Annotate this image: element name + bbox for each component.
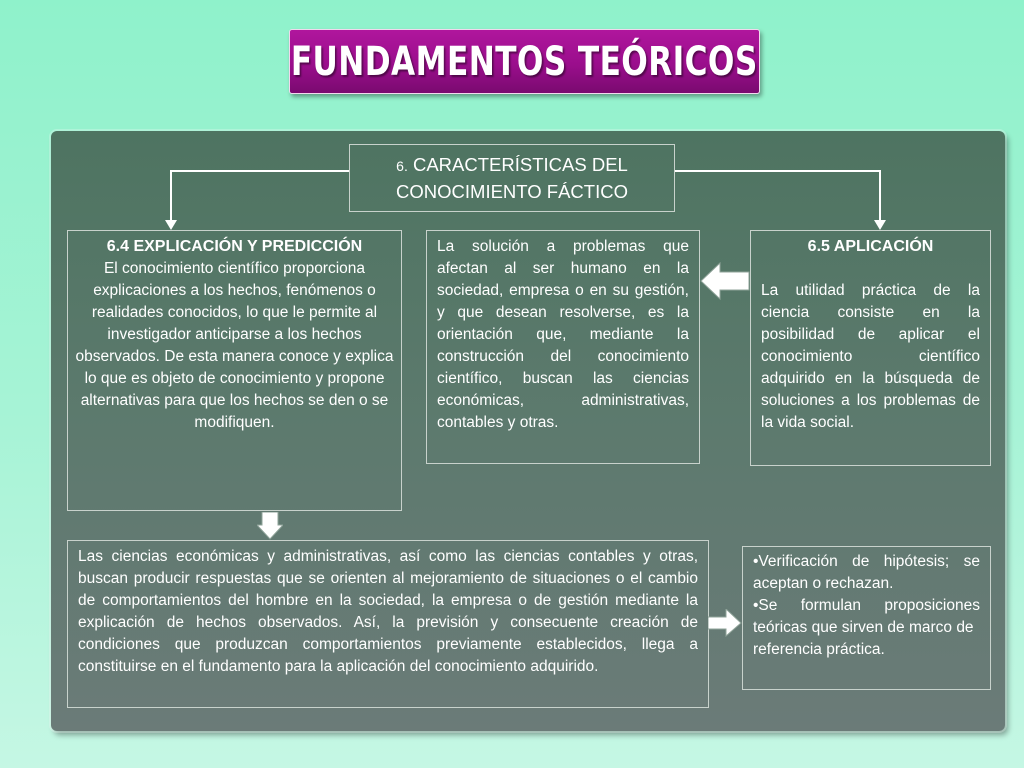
section-65-box — [750, 230, 991, 466]
connector-line-left-horizontal — [171, 170, 349, 172]
section-64-box — [67, 230, 402, 511]
bottom-text: Las ciencias económicas y administrativas, así como las ciencias contables y otras, buscan producir respuestas que se orienten al mejoramiento de situaciones o el cambio de comportamientos del hombre en la sociedad, la empresa o de gestión mediante la explicación de hechos observados. Así, la previsión y consecuente creación de condiciones que produzcan comportamientos previamente establecidos, llega a constituirse en el fundamento para la aplicación del conocimiento adquirido. — [78, 548, 698, 675]
bullet-item-verification: •Verificación de hipótesis; se aceptan o rechazan. — [753, 553, 980, 592]
header-box — [349, 144, 675, 212]
section-64-heading: 6.4 EXPLICACIÓN Y PREDICCIÓN — [106, 238, 363, 255]
connector-line-right-vertical — [879, 170, 881, 222]
section-65-heading: 6.5 APLICACIÓN — [807, 238, 934, 255]
page-title: FUNDAMENTOS TEÓRICOS — [291, 38, 758, 85]
connector-line-right-horizontal — [675, 170, 880, 172]
bullets-box — [742, 546, 991, 690]
connector-line-left-vertical — [170, 170, 172, 222]
bullet-item-propositions-continued: referencia práctica. — [753, 641, 885, 658]
section-64-body: El conocimiento científico proporciona explicaciones a los hechos, fenómenos o realidades conocidos, lo que le permite al investigador anticiparse a los hechos observados. De esta manera conoce y explica lo que es objeto de conocimiento y propone alternativas para que los hechos se den o se modifiquen. — [75, 260, 394, 431]
bottom-text-box — [67, 540, 709, 708]
header-title: CARACTERÍSTICAS DEL CONOCIMIENTO FÁCTICO — [396, 154, 628, 202]
bullet-item-propositions: •Se formulan proposiciones teóricas que sirven de marco de — [753, 597, 980, 636]
arrow-left-icon — [700, 262, 750, 300]
section-65-body: La utilidad práctica de la ciencia consiste en la posibilidad de aplicar el conocimiento científico adquirido en la búsqueda de soluciones a los problemas de la vida social. — [761, 282, 980, 431]
title-banner — [289, 29, 760, 94]
arrow-right-icon — [708, 609, 742, 637]
arrow-down-small-right-icon — [874, 220, 886, 230]
header-number: 6. — [396, 158, 408, 174]
solution-text: La solución a problemas que afectan al ser humano en la sociedad, empresa o en su gestión, y que desean resolverse, es la orientación que, mediante la construcción del conocimiento científico, buscan las ciencias económicas, administrativas, contables y otras. — [437, 238, 689, 431]
solution-box — [426, 230, 700, 464]
arrow-down-small-left-icon — [165, 220, 177, 230]
arrow-down-icon — [257, 512, 283, 540]
